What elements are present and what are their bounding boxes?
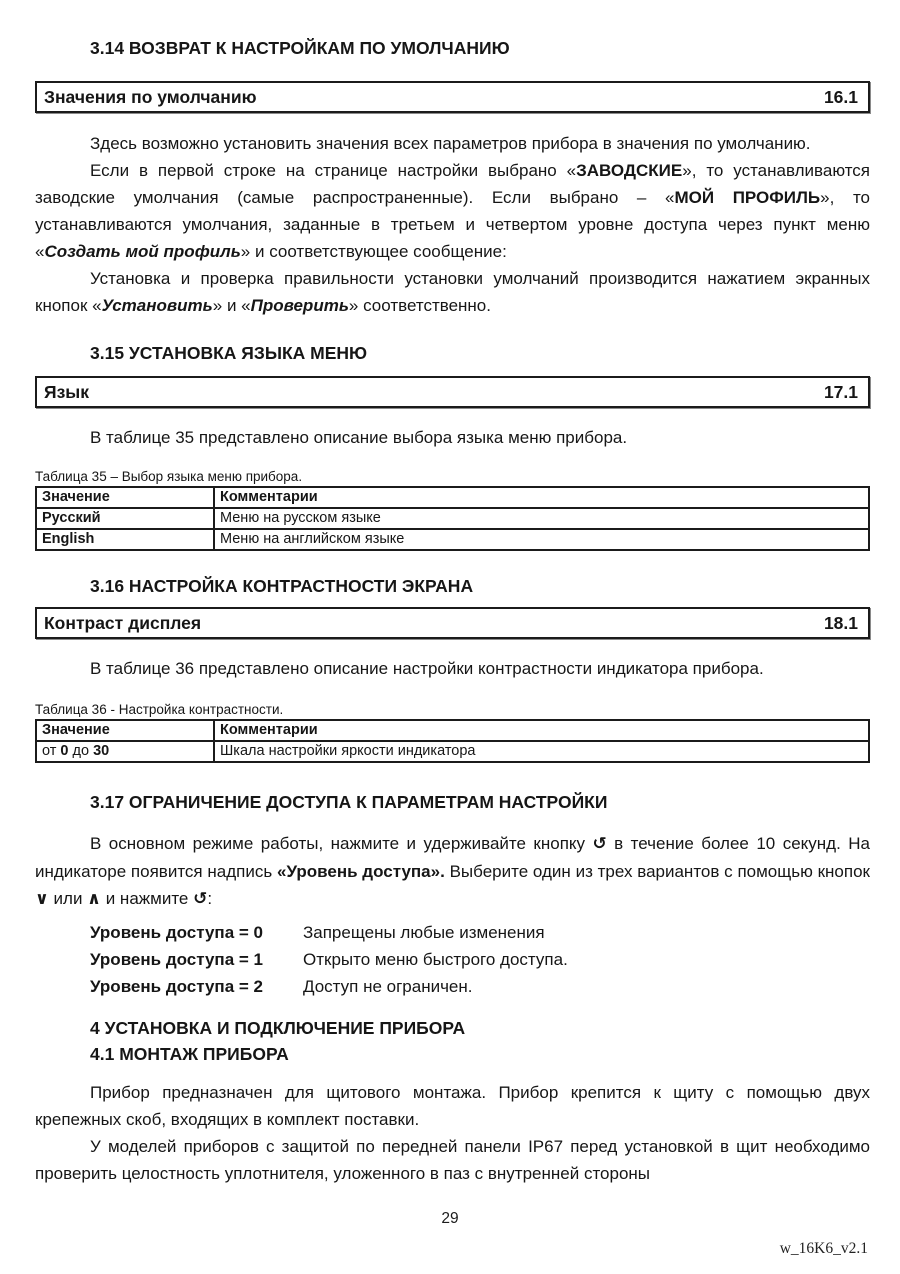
- access-level-item: [35, 919, 870, 946]
- column-header-value: Значение: [36, 487, 214, 508]
- table-35-caption: Таблица 35 – Выбор языка меню прибора.: [35, 469, 303, 484]
- bold-term: МОЙ ПРОФИЛЬ: [674, 188, 821, 207]
- return-key-icon: ↺: [592, 834, 607, 854]
- access-level-description: Открыто меню быстрого доступа.: [303, 950, 568, 969]
- up-key-icon: ∧: [87, 889, 101, 909]
- paragraph: В таблице 35 представлено описание выбора языка меню прибора.: [90, 428, 628, 447]
- section-3-14-body: [35, 130, 870, 319]
- menu-banner-language: [35, 376, 870, 408]
- access-level-label: Уровень доступа = 2: [90, 977, 263, 996]
- paragraph: Если в первой строке на странице настройки выбрано «ЗАВОДСКИЕ», то устанавливаются заводские умолчания (самые распространенные). Если выбрано – «МОЙ ПРОФИЛЬ», то устанавливаются умолчания, заданные в третьем и четвертом уровне доступа через пункт меню «Создать мой профиль» и соответствующее сообщение:: [35, 161, 871, 261]
- paragraph: Здесь возможно установить значения всех параметров прибора в значения по умолчанию.: [90, 134, 811, 153]
- menu-banner-default-values: [35, 81, 870, 113]
- table-row: [36, 529, 869, 550]
- access-levels-list: [35, 919, 870, 1000]
- table-36-contrast: [35, 719, 870, 763]
- section-heading-3-15: 3.15 УСТАНОВКА ЯЗЫКА МЕНЮ: [90, 343, 368, 363]
- page-number: 29: [441, 1210, 459, 1227]
- cell-comment: Шкала настройки яркости индикатора: [214, 741, 869, 762]
- table-header-row: [36, 487, 869, 508]
- section-heading-4-1: 4.1 МОНТАЖ ПРИБОРА: [90, 1044, 289, 1064]
- document-version: w_16K6_v2.1: [779, 1240, 868, 1257]
- table-row: [36, 741, 869, 762]
- banner-ref-number: 16.1: [823, 87, 858, 107]
- table-row: [36, 508, 869, 529]
- menu-item-term: Создать мой профиль: [44, 242, 241, 261]
- section-heading-3-16: 3.16 НАСТРОЙКА КОНТРАСТНОСТИ ЭКРАНА: [90, 576, 474, 596]
- table-header-row: [36, 720, 869, 741]
- section-4-headings: [35, 1015, 870, 1067]
- access-level-label: Уровень доступа = 0: [90, 923, 263, 942]
- table-35-language: [35, 486, 870, 551]
- menu-banner-contrast: [35, 607, 870, 639]
- down-key-icon: ∨: [35, 889, 49, 909]
- button-term: Установить: [101, 296, 213, 315]
- access-level-description: Доступ не ограничен.: [303, 977, 473, 996]
- column-header-comments: Комментарии: [214, 487, 869, 508]
- cell-comment: Меню на английском языке: [214, 529, 869, 550]
- table-36-caption: Таблица 36 - Настройка контрастности.: [35, 702, 284, 717]
- banner-ref-number: 18.1: [823, 613, 858, 633]
- column-header-value: Значение: [36, 720, 214, 741]
- return-key-icon: ↺: [193, 889, 208, 909]
- section-heading-3-17: 3.17 ОГРАНИЧЕНИЕ ДОСТУПА К ПАРАМЕТРАМ НАСТРОЙКИ: [90, 792, 608, 812]
- button-term: Проверить: [250, 296, 349, 315]
- column-header-comments: Комментарии: [214, 720, 869, 741]
- bold-term: ЗАВОДСКИЕ: [576, 161, 683, 180]
- access-level-label: Уровень доступа = 1: [90, 950, 263, 969]
- banner-label: Контраст дисплея: [44, 613, 202, 633]
- cell-value: Русский: [36, 508, 214, 529]
- access-level-item: [35, 973, 870, 1000]
- cell-value: English: [36, 529, 214, 550]
- banner-ref-number: 17.1: [823, 382, 858, 402]
- paragraph: Прибор предназначен для щитового монтажа. Прибор крепится к щиту с помощью двух крепежных скоб, входящих в комплект поставки.: [35, 1083, 870, 1129]
- section-heading-3-14: 3.14 ВОЗВРАТ К НАСТРОЙКАМ ПО УМОЛЧАНИЮ: [90, 38, 510, 58]
- banner-label: Язык: [44, 382, 89, 402]
- paragraph: В основном режиме работы, нажмите и удерживайте кнопку ↺ в течение более 10 секунд. На индикаторе появится надпись «Уровень доступа». Выберите один из трех вариантов с помощью кнопок ∨ или ∧ и нажмите ↺:: [35, 834, 870, 909]
- access-level-description: Запрещены любые изменения: [303, 923, 545, 942]
- cell-comment: Меню на русском языке: [214, 508, 869, 529]
- paragraph: В таблице 36 представлено описание настройки контрастности индикатора прибора.: [90, 659, 764, 678]
- access-level-item: [35, 946, 870, 973]
- display-message-term: «Уровень доступа».: [276, 862, 445, 881]
- banner-label: Значения по умолчанию: [44, 87, 257, 107]
- cell-value: от 0 до 30: [36, 741, 214, 762]
- paragraph: У моделей приборов с защитой по передней панели IP67 перед установкой в щит необходимо проверить целостность уплотнителя, уложенного в паз с внутренней стороны: [35, 1137, 870, 1183]
- section-heading-4: 4 УСТАНОВКА И ПОДКЛЮЧЕНИЕ ПРИБОРА: [90, 1018, 466, 1038]
- paragraph: Установка и проверка правильности установки умолчаний производится нажатием экранных кнопок «Установить» и «Проверить» соответственно.: [35, 269, 870, 315]
